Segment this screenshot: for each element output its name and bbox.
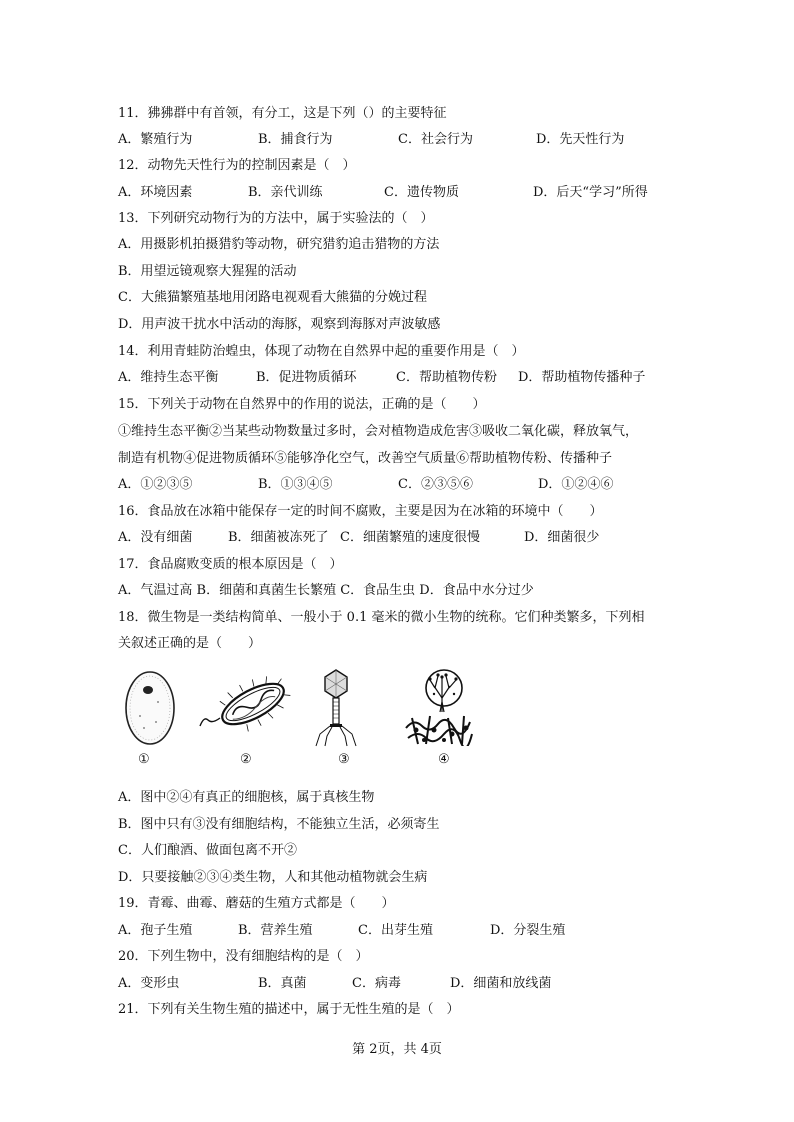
bacteriophage-figure: [313, 668, 359, 748]
q15-body-line-2: 制造有机物④促进物质循环⑤能够净化空气，改善空气质量⑥帮助植物传粉、传播种子: [118, 451, 613, 466]
q14-option-c: C．帮助植物传粉: [396, 370, 497, 385]
q16-option-c: C．细菌繁殖的速度很慢: [340, 530, 480, 545]
q13-option-c: C．大熊猫繁殖基地用闭路电视观看大熊猫的分娩过程: [118, 290, 427, 305]
q20-options: [118, 976, 678, 992]
q13-option-b: B．用望远镜观察大猩猩的活动: [118, 264, 297, 279]
q15-option-a: A．①②③⑤: [118, 477, 193, 492]
q12-option-b: B．亲代训练: [248, 185, 323, 200]
q12-stem: 12．动物先天性行为的控制因素是（ ）: [118, 158, 356, 173]
q18-option-c: C．人们酿酒、做面包离不开②: [118, 843, 297, 858]
q14-option-d: D．帮助植物传播种子: [518, 370, 646, 385]
q15-option-c: C．②③⑤⑥: [398, 477, 473, 492]
q11-option-a: A．繁殖行为: [118, 132, 193, 147]
q14-option-b: B．促进物质循环: [256, 370, 357, 385]
q16-option-b: B．细菌被冻死了: [228, 530, 329, 545]
q14-option-a: A．维持生态平衡: [118, 370, 219, 385]
q20-option-c: C．病毒: [352, 976, 401, 991]
yeast-cell-figure: [120, 668, 180, 748]
figure-label-2: ②: [240, 752, 252, 767]
q19-option-c: C．出芽生殖: [358, 923, 433, 938]
figure-label-3: ③: [338, 752, 350, 767]
q15-stem: 15．下列关于动物在自然界中的作用的说法，正确的是（ ）: [118, 397, 486, 412]
figure-label-1: ①: [138, 752, 150, 767]
q18-stem-line-2: 关叙述正确的是（ ）: [118, 636, 262, 651]
q19-option-d: D．分裂生殖: [490, 923, 566, 938]
q15-option-d: D．①②④⑥: [538, 477, 614, 492]
q17-stem: 17．食品腐败变质的根本原因是（ ）: [118, 557, 343, 572]
q18-option-b: B．图中只有③没有细胞结构，不能独立生活，必须寄生: [118, 817, 440, 832]
q20-stem: 20．下列生物中，没有细胞结构的是（ ）: [118, 949, 369, 964]
q19-option-a: A．孢子生殖: [118, 923, 193, 938]
bacterium-figure: [198, 668, 294, 742]
q13-option-d: D．用声波干扰水中活动的海豚，观察到海豚对声波敏感: [118, 317, 441, 332]
q20-option-d: D．细菌和放线菌: [450, 976, 552, 991]
q19-stem: 19．青霉、曲霉、蘑菇的生殖方式都是（ ）: [118, 896, 395, 911]
q17-options: A．气温过高 B．细菌和真菌生长繁殖 C．食品生虫 D．食品中水分过少: [118, 583, 534, 598]
q11-options: [118, 132, 678, 148]
q18-option-a: A．图中②④有真正的细胞核，属于真核生物: [118, 790, 375, 805]
q13-stem: 13．下列研究动物行为的方法中，属于实验法的（ ）: [118, 211, 434, 226]
q20-option-b: B．真菌: [258, 976, 307, 991]
q21-stem: 21．下列有关生物生殖的描述中，属于无性生殖的是（ ）: [118, 1002, 460, 1017]
q14-stem: 14．利用青蛙防治蝗虫，体现了动物在自然界中起的重要作用是（ ）: [118, 344, 525, 359]
q12-options: [118, 185, 678, 201]
q16-stem: 16．食品放在冰箱中能保存一定的时间不腐败，主要是因为在冰箱的环境中（ ）: [118, 504, 603, 519]
q11-option-b: B．捕食行为: [258, 132, 333, 147]
q15-options: [118, 477, 678, 493]
q15-option-b: B．①③④⑤: [258, 477, 333, 492]
q11-option-d: D．先天性行为: [536, 132, 625, 147]
mold-figure: [404, 668, 474, 746]
q15-body-line-1: ①维持生态平衡②当某些动物数量过多时，会对植物造成危害③吸收二氧化碳，释放氧气，: [118, 424, 639, 439]
q20-option-a: A．变形虫: [118, 976, 180, 991]
q19-options: [118, 923, 678, 939]
q16-options: [118, 530, 678, 546]
q16-option-d: D．细菌很少: [524, 530, 600, 545]
q19-option-b: B．营养生殖: [238, 923, 313, 938]
q18-stem-line-1: 18．微生物是一类结构简单、一般小于 0.1 毫米的微小生物的统称。它们种类繁多，下列相: [118, 610, 645, 625]
q11-option-c: C．社会行为: [398, 132, 473, 147]
q13-option-a: A．用摄影机拍摄猎豹等动物，研究猎豹追击猎物的方法: [118, 237, 440, 252]
q14-options: [118, 370, 678, 386]
q16-option-a: A．没有细菌: [118, 530, 193, 545]
q12-option-c: C．遗传物质: [384, 185, 459, 200]
q11-stem: 11．狒狒群中有首领，有分工，这是下列（）的主要特征: [118, 106, 447, 121]
q18-option-d: D．只要接触②③④类生物，人和其他动植物就会生病: [118, 870, 428, 885]
figure-label-4: ④: [438, 752, 450, 767]
q12-option-d: D．后天“学习”所得: [533, 185, 648, 200]
q12-option-a: A．环境因素: [118, 185, 193, 200]
page-footer: 第 2页，共 4页: [352, 1042, 442, 1057]
